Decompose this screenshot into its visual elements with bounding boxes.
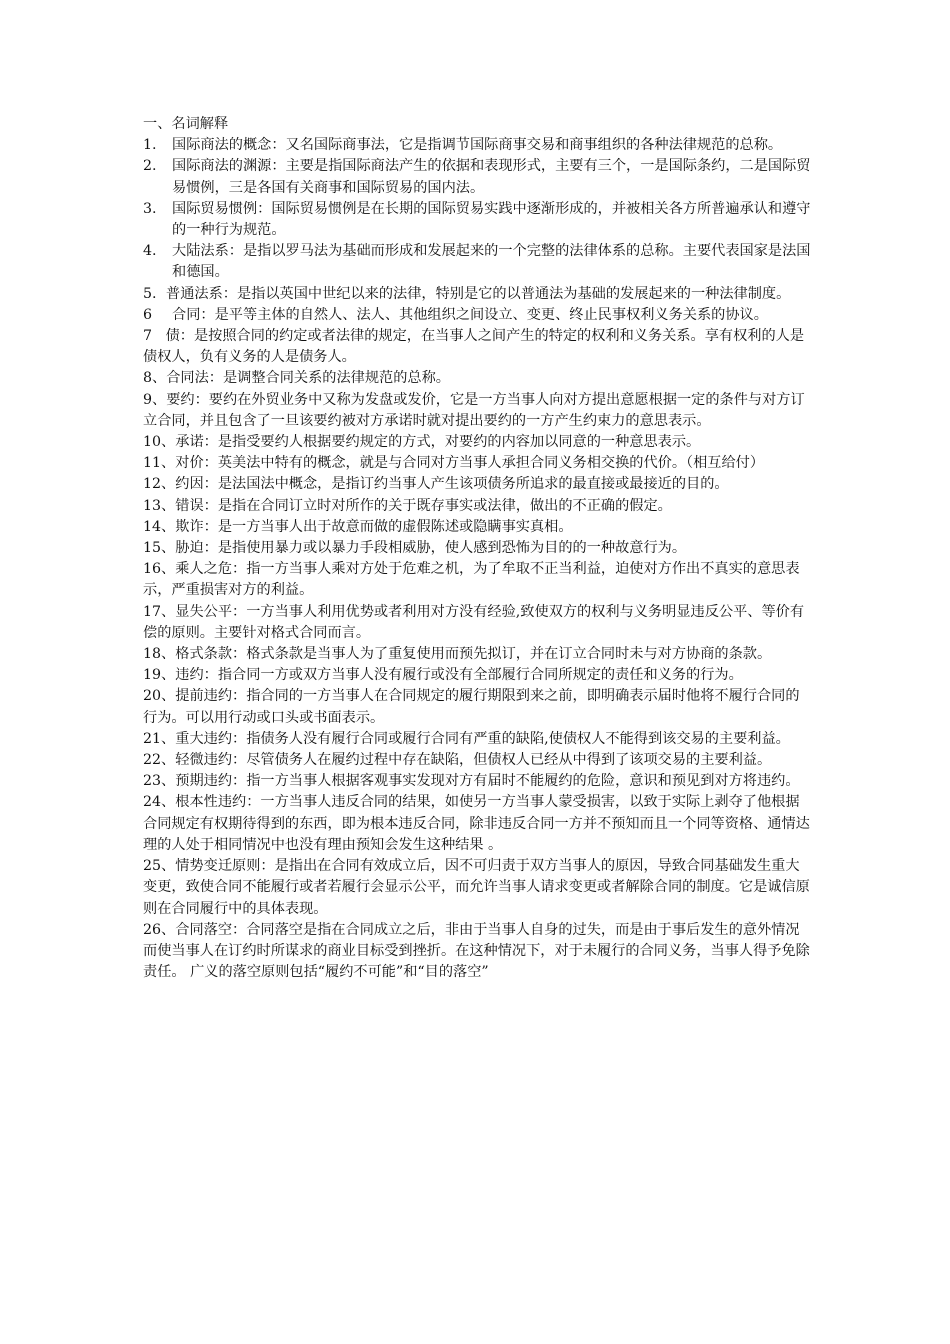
- item-text: 债：是按照合同的约定或者法律的规定，在当事人之间产生的特定的权利和义务关系。享有权利的人是债权人，负有义务的人是债务人。: [143, 328, 805, 366]
- definition-item: [143, 432, 813, 453]
- definition-item: [143, 453, 813, 474]
- item-number: 21、: [143, 730, 176, 747]
- item-text: 国际商法的渊源：主要是指国际商法产生的依据和表现形式，主要有三个，一是国际条约，二是国际贸易惯例，三是各国有关商事和国际贸易的国内法。: [172, 158, 811, 196]
- item-number: 22、: [143, 752, 176, 769]
- item-number: 11、: [143, 455, 176, 472]
- item-text: 根本性违约：一方当事人违反合同的结果，如使另一方当事人蒙受损害，以致于实际上剥夺了他根据合同规定有权期待得到的东西，即为根本违反合同，除非违反合同一方并不预知而且一个同等资格、通情达理的人处于相同情况中也没有理由预知会发生这种结果 。: [143, 794, 810, 853]
- document-page: [143, 114, 813, 983]
- item-text: 违约：指合同一方或双方当事人没有履行或没有全部履行合同所规定的责任和义务的行为。: [175, 667, 743, 684]
- item-number: 14、: [143, 518, 176, 535]
- item-text: 约因：是法国法中概念，是指订约当事人产生该项债务所追求的最直接或最接近的目的。: [175, 476, 729, 493]
- definition-item: [143, 156, 813, 198]
- item-text: 合同法：是调整合同关系的法律规范的总称。: [166, 370, 450, 387]
- definition-item: [143, 496, 813, 517]
- item-number: 23、: [143, 773, 176, 790]
- item-number: 26、: [143, 921, 176, 938]
- item-number: 20、: [143, 688, 176, 705]
- definition-item: [143, 856, 813, 920]
- item-text: 对价：英美法中特有的概念，就是与合同对方当事人承担合同义务相交换的代价。（相互给付）: [175, 455, 765, 472]
- item-text: 重大违约：指债务人没有履行合同或履行合同有严重的缺陷,使债权人不能得到该交易的主要利益。: [175, 730, 790, 747]
- item-number: 13、: [143, 497, 176, 514]
- definition-item: [143, 368, 813, 389]
- definition-item: [143, 920, 813, 984]
- item-text: 格式条款：格式条款是当事人为了重复使用而预先拟订，并在订立合同时未与对方协商的条款。: [175, 646, 772, 663]
- item-text: 乘人之危：指一方当事人乘对方处于危难之机，为了牟取不正当利益，迫使对方作出不真实的意思表示，严重损害对方的利益。: [143, 561, 800, 599]
- definition-item: [143, 517, 813, 538]
- item-number: 4.: [143, 243, 157, 260]
- item-number: 3.: [143, 200, 157, 217]
- item-text: 提前违约：指合同的一方当事人在合同规定的履行期限到来之前，即明确表示届时他将不履行合同的行为。可以用行动或口头或书面表示。: [143, 688, 800, 726]
- item-number: 18、: [143, 646, 176, 663]
- item-number: 10、: [143, 434, 176, 451]
- item-number: 25、: [143, 858, 176, 875]
- item-number: 9、: [143, 391, 167, 408]
- definition-item: [143, 771, 813, 792]
- item-text: 合同：是平等主体的自然人、法人、其他组织之间设立、变更、终止民事权利义务关系的协议。: [172, 306, 768, 323]
- definition-item: [143, 390, 813, 432]
- item-text: 国际商法的概念：又名国际商事法，它是指调节国际商事交易和商事组织的各种法律规范的总称。: [172, 137, 783, 154]
- definition-item: [143, 326, 813, 368]
- item-text: 普通法系：是指以英国中世纪以来的法律，特别是它的以普通法为基础的发展起来的一种法律制度。: [166, 285, 791, 302]
- item-number: 19、: [143, 667, 176, 684]
- item-text: 欺诈：是一方当事人出于故意而做的虚假陈述或隐瞒事实真相。: [175, 518, 573, 535]
- item-text: 轻微违约：尽管债务人在履约过程中存在缺陷，但债权人已经从中得到了该项交易的主要利益。: [175, 752, 772, 769]
- item-text: 胁迫：是指使用暴力或以暴力手段相威胁，使人感到恐怖为目的的一种故意行为。: [175, 540, 687, 557]
- item-text: 显失公平：一方当事人利用优势或者利用对方没有经验,致使双方的权利与义务明显违反公平、等价有偿的原则。主要针对格式合同而言。: [143, 603, 805, 641]
- definition-item: [143, 538, 813, 559]
- definition-item: [143, 729, 813, 750]
- item-text: 国际贸易惯例：国际贸易惯例是在长期的国际贸易实践中逐渐形成的，并被相关各方所普遍承认和遵守的一种行为规范。: [172, 200, 811, 238]
- definition-item: [143, 792, 813, 856]
- definition-item: [143, 305, 813, 326]
- item-number: 16、: [143, 561, 176, 578]
- item-number: 24、: [143, 794, 176, 811]
- definition-item: [143, 559, 813, 601]
- item-number: 12、: [143, 476, 176, 493]
- definition-item: [143, 199, 813, 241]
- item-number: 1.: [143, 137, 157, 154]
- definition-item: [143, 284, 813, 305]
- definition-item: [143, 602, 813, 644]
- definition-item: [143, 135, 813, 156]
- item-number: 7: [143, 328, 166, 345]
- item-text: 错误：是指在合同订立时对所作的关于既存事实或法律，做出的不正确的假定。: [175, 497, 672, 514]
- definition-item: [143, 241, 813, 283]
- section-heading: 一、名词解释: [143, 116, 229, 132]
- item-number: 5.: [143, 285, 157, 302]
- item-number: 6: [143, 306, 153, 323]
- item-text: 预期违约：指一方当事人根据客观事实发现对方有届时不能履约的危险，意识和预见到对方将违约。: [175, 773, 800, 790]
- item-number: 2.: [143, 158, 157, 175]
- item-text: 承诺：是指受要约人根据要约规定的方式，对要约的内容加以同意的一种意思表示。: [175, 434, 701, 451]
- definition-list: [143, 135, 813, 983]
- item-text: 大陆法系：是指以罗马法为基础而形成和发展起来的一个完整的法律体系的总称。主要代表国家是法国和德国。: [172, 243, 811, 281]
- item-text: 情势变迁原则：是指出在合同有效成立后，因不可归责于双方当事人的原因，导致合同基础发生重大变更，致使合同不能履行或者若履行会显示公平，而允许当事人请求变更或者解除合同的制度。它是诚信原则在合同履行中的具体表现。: [143, 858, 810, 917]
- definition-item: [143, 686, 813, 728]
- definition-item: [143, 750, 813, 771]
- item-text: 合同落空：合同落空是指在合同成立之后，非由于当事人自身的过失，而是由于事后发生的意外情况而使当事人在订约时所谋求的商业目标受到挫折。在这种情况下，对于未履行的合同义务，当事人得予免除责任。 广义的落空原则包括“履约不可能”和“目的落空”: [143, 921, 810, 981]
- item-number: 17、: [143, 603, 176, 620]
- definition-item: [143, 665, 813, 686]
- item-number: 8、: [143, 370, 167, 387]
- definition-item: [143, 474, 813, 495]
- definition-item: [143, 644, 813, 665]
- item-number: 15、: [143, 540, 176, 557]
- item-text: 要约：要约在外贸业务中又称为发盘或发价，它是一方当事人向对方提出意愿根据一定的条件与对方订立合同，并且包含了一旦该要约被对方承诺时就对提出要约的一方产生约束力的意思表示。: [143, 391, 805, 429]
